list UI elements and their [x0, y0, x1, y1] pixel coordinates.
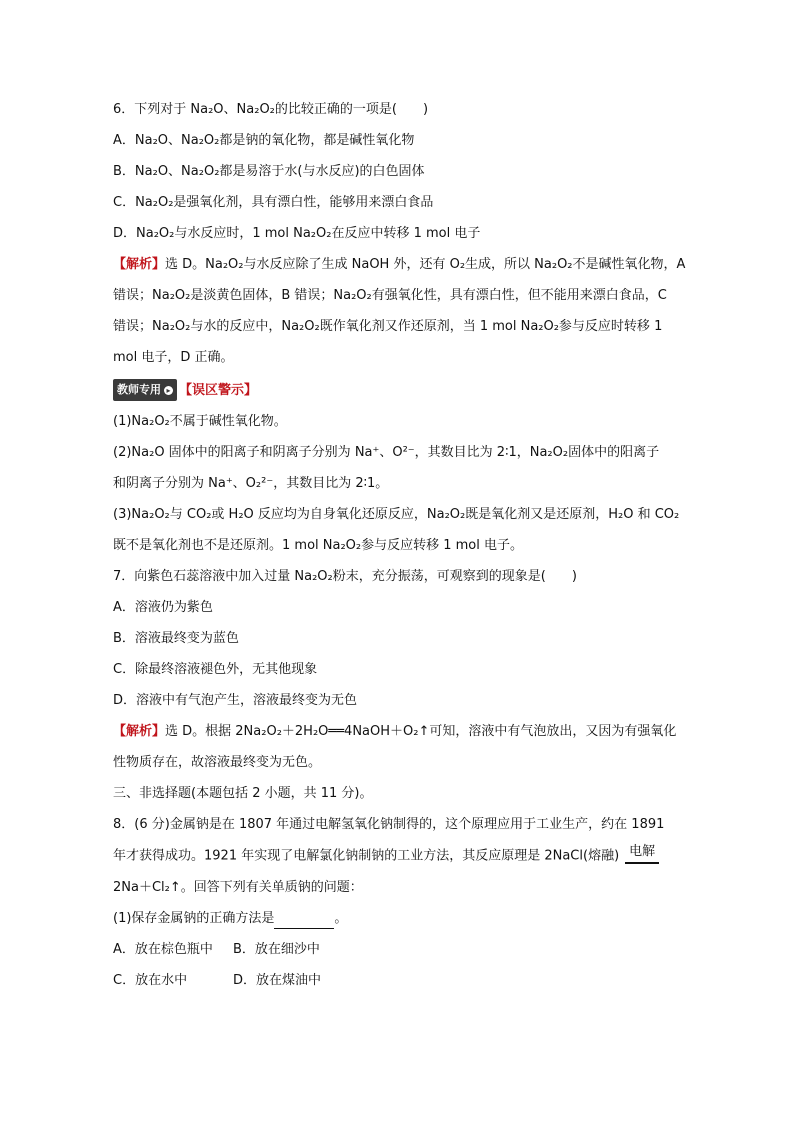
teacher-point-1: (1)Na₂O₂不属于碱性氧化物。 — [113, 414, 287, 429]
q7-option-d: D．溶液中有气泡产生，溶液最终变为无色 — [113, 693, 358, 708]
analysis-text: 选 D。根据 2Na₂O₂＋2H₂O══4NaOH＋O₂↑可知，溶液中有气泡放出，又因为有强氧化 — [165, 724, 677, 739]
electrolysis-label: 电解 — [625, 842, 659, 863]
teacher-point-2-line-1: (2)Na₂O 固体中的阳离子和阴离子分别为 Na⁺、O²⁻，其数目比为 2∶1，Na₂O₂固体中的阳离子 — [113, 445, 660, 460]
q8-line-3: 2Na＋Cl₂↑。回答下列有关单质钠的问题： — [113, 879, 363, 895]
analysis-tag: 【解析】 — [113, 257, 166, 272]
analysis-text: 选 D。Na₂O₂与水反应除了生成 NaOH 外，还有 O₂生成，所以 Na₂O₂不是碱性氧化物，A — [165, 257, 686, 272]
q8-options-row-1 — [113, 940, 688, 960]
answer-blank[interactable] — [274, 914, 334, 929]
q8-option-b: B．放在细沙中 — [233, 941, 320, 957]
q7-analysis-line-2: 性物质存在，故溶液最终变为无色。 — [113, 755, 322, 770]
teacher-point-3-line-1: (3)Na₂O₂与 CO₂或 H₂O 反应均为自身氧化还原反应，Na₂O₂既是氧化剂又是还原剂，H₂O 和 CO₂ — [113, 507, 680, 522]
q8-option-a: A．放在棕色瓶中 — [113, 941, 213, 957]
teacher-badge: 教师专用 ▸ — [113, 379, 177, 401]
q7-option-a: A．溶液仍为紫色 — [113, 600, 213, 615]
q7-option-b: B．溶液最终变为蓝色 — [113, 631, 239, 646]
mistake-warning-tag: 【误区警示】 — [179, 382, 258, 398]
q7-stem: 7．向紫色石蕊溶液中加入过量 Na₂O₂粉末，充分振荡，可观察到的现象是( ) — [113, 569, 577, 584]
teacher-only-header — [113, 379, 688, 401]
q6-analysis-line-2: 错误；Na₂O₂是淡黄色固体，B 错误；Na₂O₂有强氧化性，具有漂白性，但不能用来漂白食品，C — [113, 288, 667, 303]
play-circle-icon: ▸ — [164, 386, 173, 395]
q8-line-1: 8．(6 分)金属钠是在 1807 年通过电解氢氧化钠制得的，这个原理应用于工业生产，约在 1891 — [113, 817, 665, 832]
q8-option-d: D．放在煤油中 — [233, 972, 322, 988]
electrolysis-arrow — [625, 846, 661, 866]
q7-analysis-line-1 — [113, 722, 688, 742]
q8-option-c: C．放在水中 — [113, 972, 188, 988]
q6-stem: 6．下列对于 Na₂O、Na₂O₂的比较正确的一项是( ) — [113, 102, 429, 117]
q6-option-c: C．Na₂O₂是强氧化剂，具有漂白性，能够用来漂白食品 — [113, 195, 434, 210]
q8-line-2: 年才获得成功。1921 年实现了电解氯化钠制钠的工业方法，其反应原理是 2NaCl(熔融) 电解 — [113, 846, 688, 867]
q6-analysis-line-3: 错误；Na₂O₂与水的反应中，Na₂O₂既作氧化剂又作还原剂，当 1 mol Na₂O₂参与反应时转移 1 — [113, 319, 663, 334]
q8-sub-1: (1)保存金属钠的正确方法是 。 — [113, 909, 688, 929]
q6-analysis-line-1 — [113, 255, 688, 275]
analysis-tag: 【解析】 — [113, 724, 166, 739]
section-3-heading: 三、非选择题(本题包括 2 小题，共 11 分)。 — [113, 786, 373, 801]
q8-options-row-2 — [113, 971, 688, 991]
teacher-point-3-line-2: 既不是氧化剂也不是还原剂。1 mol Na₂O₂参与反应转移 1 mol 电子。 — [113, 538, 524, 553]
document-page — [113, 100, 688, 1002]
q7-option-c: C．除最终溶液褪色外，无其他现象 — [113, 662, 318, 677]
q6-option-a: A．Na₂O、Na₂O₂都是钠的氧化物，都是碱性氧化物 — [113, 133, 415, 148]
q6-option-d: D．Na₂O₂与水反应时，1 mol Na₂O₂在反应中转移 1 mol 电子 — [113, 226, 481, 241]
q6-analysis-line-4: mol 电子，D 正确。 — [113, 350, 234, 365]
teacher-point-2-line-2: 和阴离子分别为 Na⁺、O₂²⁻，其数目比为 2∶1。 — [113, 476, 389, 491]
q6-option-b: B．Na₂O、Na₂O₂都是易溶于水(与水反应)的白色固体 — [113, 164, 425, 179]
